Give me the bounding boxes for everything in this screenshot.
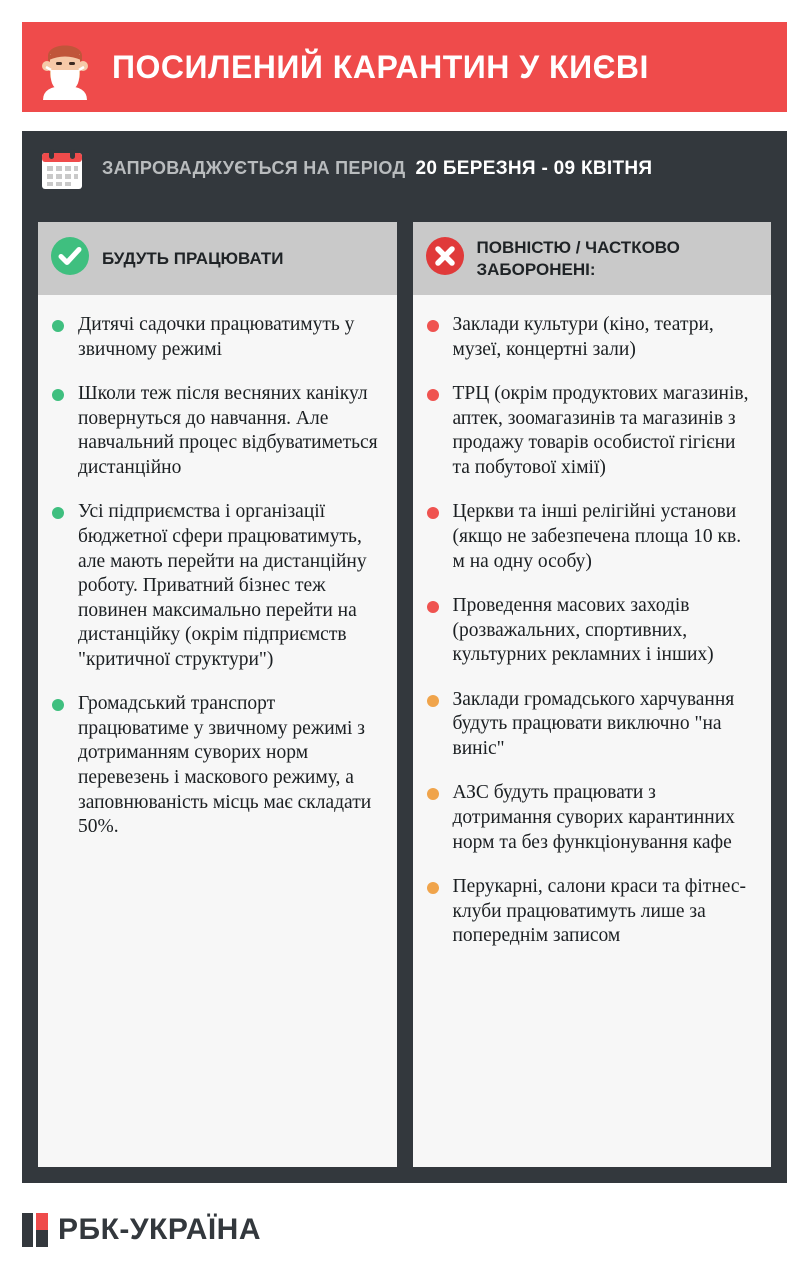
column-forbidden-header	[413, 222, 772, 295]
rbc-flag-icon	[22, 1213, 48, 1247]
column-allowed-body	[38, 295, 397, 1167]
list-item	[427, 382, 756, 480]
columns-container	[22, 206, 787, 1183]
header-banner	[22, 22, 787, 112]
list-item-text: Усі підприємства і організації бюджетної сфери працюватимуть, але мають перейти на дистанційну роботу. Приватний бізнес теж повинен максимально перейти на дистанційку (окрім підприємств "критичної структури")	[78, 501, 367, 670]
list-item-text: ТРЦ (окрім продуктових магазинів, аптек, зоомагазинів та магазинів з продажу товарів особистої гігієни та побутової хімії)	[452, 383, 749, 478]
bullet-dot-icon	[52, 389, 64, 401]
column-forbidden	[413, 222, 772, 1167]
list-item	[52, 382, 381, 480]
list-item-text: АЗС будуть працювати з дотримання суворих карантинних норм та без функціонування кафе	[452, 782, 735, 853]
allowed-list	[52, 313, 381, 840]
list-item	[427, 781, 756, 855]
bullet-dot-icon	[52, 699, 64, 711]
bullet-dot-icon	[427, 601, 439, 613]
bullet-dot-icon	[427, 389, 439, 401]
column-allowed-title: БУДУТЬ ПРАЦЮВАТИ	[102, 248, 284, 268]
brand-name: РБК-УКРАЇНА	[58, 1213, 261, 1246]
person-with-mask-icon	[22, 22, 108, 112]
list-item-text: Громадський транспорт працюватиме у звичному режимі з дотриманням суворих норм перевезень і маскового режиму, а заповнюваність місць має складати 50%.	[78, 693, 372, 838]
footer	[22, 1205, 787, 1255]
check-circle-icon	[50, 236, 90, 281]
forbidden-list	[427, 313, 756, 949]
period-bar	[22, 131, 787, 206]
list-item	[427, 500, 756, 574]
period-range: 20 БЕРЕЗНЯ - 09 КВІТНЯ	[415, 157, 653, 179]
bullet-dot-icon	[427, 507, 439, 519]
column-forbidden-title: ПОВНІСТЮ / ЧАСТКОВО ЗАБОРОНЕНІ:	[476, 238, 680, 279]
list-item-text: Заклади культури (кіно, театри, музеї, концертні зали)	[452, 314, 714, 360]
list-item	[427, 875, 756, 949]
list-item	[52, 692, 381, 839]
cross-circle-icon	[425, 236, 465, 281]
list-item	[52, 313, 381, 362]
list-item-text: Дитячі садочки працюватимуть у звичному режимі	[78, 314, 355, 360]
list-item	[427, 688, 756, 762]
bullet-dot-icon	[427, 695, 439, 707]
column-allowed	[38, 222, 397, 1167]
bullet-dot-icon	[427, 882, 439, 894]
list-item-text: Заклади громадського харчування будуть працювати виключно "на виніс"	[452, 688, 735, 759]
list-item-text: Школи теж після весняних канікул повернуться до навчання. Але навчальний процес відбуватиметься дистанційно	[78, 383, 378, 478]
list-item-text: Церкви та інші релігійні установи (якщо не забезпечена площа 10 кв. м на одну особу)	[452, 501, 742, 572]
page-title: ПОСИЛЕНИЙ КАРАНТИН У КИЄВІ	[112, 48, 649, 85]
column-forbidden-body	[413, 295, 772, 1167]
bullet-dot-icon	[52, 320, 64, 332]
bullet-dot-icon	[427, 788, 439, 800]
list-item-text: Проведення масових заходів (розважальних, спортивних, культурних рекламних і інших)	[452, 595, 714, 666]
bullet-dot-icon	[427, 320, 439, 332]
period-label: ЗАПРОВАДЖУЄТЬСЯ НА ПЕРІОД	[102, 158, 406, 178]
list-item	[427, 594, 756, 668]
column-allowed-header	[38, 222, 397, 295]
list-item-text: Перукарні, салони краси та фітнес-клуби працюватимуть лише за попереднім записом	[452, 876, 747, 947]
bullet-dot-icon	[52, 507, 64, 519]
list-item	[52, 500, 381, 672]
calendar-icon	[22, 131, 102, 206]
list-item	[427, 313, 756, 362]
